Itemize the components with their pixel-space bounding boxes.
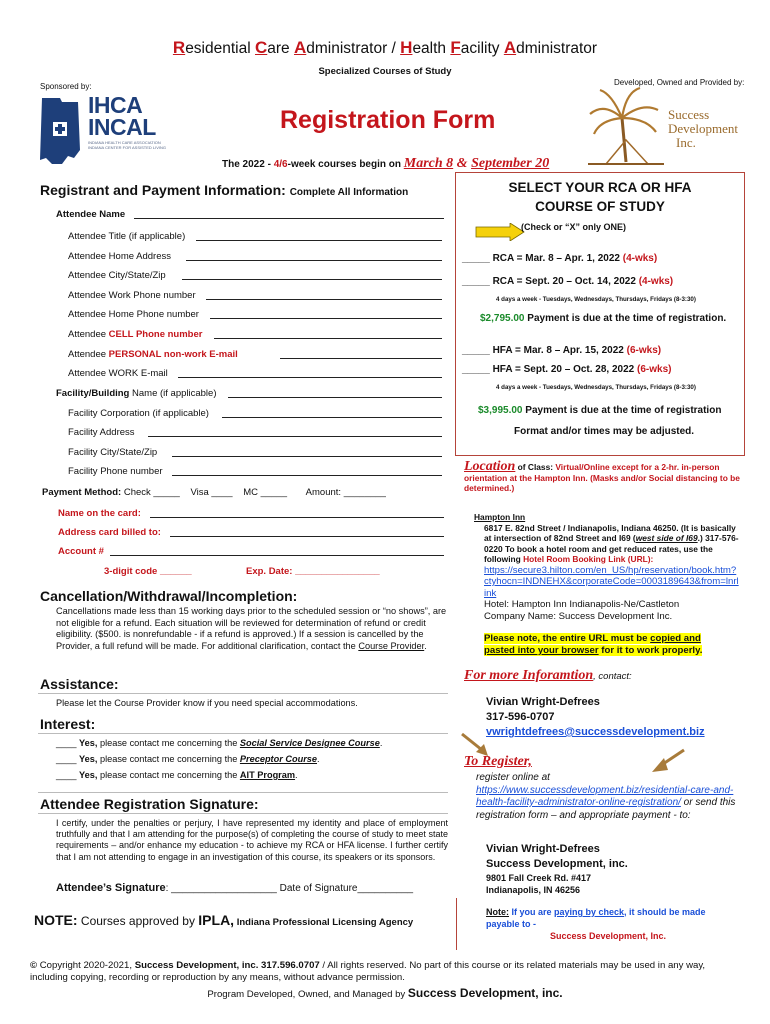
rca-option-march[interactable]: [462, 253, 657, 264]
document-title: [0, 38, 770, 58]
option-text: _____ RCA = Mar. 8 – Apr. 1, 2022: [462, 253, 623, 264]
card-name-field[interactable]: [58, 508, 141, 519]
title-word: esidential: [185, 40, 255, 57]
check-note: (Check or “X” only ONE): [521, 222, 627, 232]
mailing-address: [486, 842, 628, 896]
attendee-work-phone-field[interactable]: [68, 290, 196, 301]
payment-label: Payment Method:: [42, 487, 122, 498]
field-label: Facility Phone number: [68, 466, 163, 477]
url-note-copied: copied and pasted into your browser: [484, 633, 701, 656]
hfa-option-march[interactable]: [462, 345, 661, 356]
field-label: Exp. Date: ________________: [246, 566, 380, 577]
heading-text: Registrant and Payment Information:: [40, 182, 286, 198]
title-cap: A: [293, 38, 307, 57]
punct: .: [379, 738, 383, 748]
checkbox-blank[interactable]: ____: [56, 770, 79, 780]
attendee-personal-email-field[interactable]: [68, 349, 238, 360]
field-line[interactable]: [214, 338, 442, 339]
rca-price: [480, 313, 726, 324]
url-note-text: for it to work properly.: [598, 645, 703, 656]
option-weeks: (6-wks): [626, 345, 662, 356]
cancellation-text: [56, 606, 448, 652]
facility-phone-field[interactable]: [68, 466, 163, 477]
title-word: acility: [460, 40, 504, 57]
indiana-state-logo-icon: [38, 96, 84, 168]
hfa-price: [478, 405, 721, 416]
interest-text: please contact me concerning the: [97, 770, 240, 780]
note-text: , it should be made payable to -: [486, 907, 706, 929]
date-of-signature[interactable]: Date of Signature__________: [276, 883, 414, 894]
ihca-subtitle: INDIANA HEALTH CARE ASSOCIATION INDIANA CENTER FOR ASSISTED LIVING: [88, 140, 167, 150]
info-heading: For more Inforamtion: [464, 668, 594, 683]
note-label: Note:: [486, 907, 509, 917]
field-line[interactable]: [172, 456, 442, 457]
attendee-title-field[interactable]: [68, 231, 185, 242]
title-word: dministrator /: [306, 40, 401, 57]
cancellation-body: Cancellations made less than 15 working days prior to the scheduled session or “no shows”, are not eligible for a refund. Each situation will be reviewed for determination of refund or credit eligibility. ($500. is nonrefundable - if a refund is approved.) If a session is cancelled by the Provider, a full refund will be made. For additional clarification, contact the: [56, 606, 447, 651]
heading-line: COURSE OF STUDY: [535, 199, 665, 214]
company-line: Company Name: Success Development Inc.: [484, 610, 673, 622]
hotel-name: Hampton Inn: [474, 512, 526, 522]
palm-tree-logo-icon: [586, 84, 666, 166]
signature-line[interactable]: : ___________________: [165, 883, 277, 894]
payment-method-row[interactable]: [42, 487, 386, 498]
course-name: AIT Program: [239, 770, 296, 780]
facility-name-field[interactable]: [56, 388, 217, 399]
field-label-red: PERSONAL non-work E-mail: [108, 349, 238, 360]
location-section: [464, 459, 746, 494]
yellow-arrow-icon: [474, 223, 526, 241]
rca-option-sept[interactable]: [462, 276, 673, 287]
contact-label: , contact:: [593, 671, 632, 682]
registration-form-title: Registration Form: [280, 106, 496, 134]
hotel-booking-url[interactable]: https://secure3.hilton.com/en_US/hp/reservation/book.htm?ctyhocn=INDNEHX&corporateCode=0003189643&from=lnrlink: [484, 564, 739, 599]
field-line[interactable]: [280, 358, 442, 359]
attendee-name-field[interactable]: [56, 209, 125, 220]
copyright-text: / All rights reserved. No part of this course or its related materials may be used in any way, including copying, recording or reproduction by any means, without advance permission.: [30, 960, 706, 983]
copyright-bold: Success Development, inc. 317.596.0707: [134, 960, 320, 971]
begin-date: March 8: [403, 156, 454, 171]
begin-amp: &: [453, 156, 472, 171]
title-word: ealth: [412, 40, 451, 57]
logo-line: Development: [668, 121, 739, 136]
to-register-heading: To Register,: [464, 754, 532, 769]
field-label: Facility City/State/Zip: [68, 447, 158, 458]
attendee-home-address-field[interactable]: [68, 251, 171, 262]
punct: .: [424, 640, 427, 651]
hotel-address: 6817 E. 82nd Street / Indianapolis, Indiana 46250. (It is basically at intersection of 82nd Street and I69 (: [484, 522, 736, 543]
ihca-logo: IHCA INCAL: [88, 92, 156, 140]
price: $2,795.00: [480, 313, 525, 324]
hfa-option-sept[interactable]: [462, 364, 671, 375]
field-label: 3-digit code ______: [104, 566, 192, 577]
heading-note: Complete All Information: [289, 187, 409, 198]
field-label-bold: Facility/Building: [56, 388, 130, 399]
yes-label: Yes,: [79, 770, 98, 780]
option-weeks: (4-wks): [638, 276, 674, 287]
contact-email[interactable]: vwrightdefrees@successdevelopment.biz: [486, 726, 705, 738]
card-address-field[interactable]: [58, 527, 161, 538]
copyright-icon: ©: [30, 960, 38, 971]
program-bold: Success Development, inc.: [407, 986, 563, 1000]
course-name: Preceptor Course: [239, 754, 318, 764]
checkbox-blank[interactable]: ____: [56, 738, 79, 748]
cancellation-heading: Cancellation/Withdrawal/Incompletion:: [40, 588, 298, 604]
field-line[interactable]: [228, 397, 442, 398]
contact-name: Vivian Wright-Defrees: [486, 696, 600, 708]
field-line[interactable]: [178, 377, 442, 378]
title-cap: A: [503, 38, 517, 57]
interest-section: [38, 714, 448, 734]
register-or-send: or send this registration form – and appropriate payment - to:: [476, 797, 736, 821]
hotel-west: west side of I69: [635, 533, 698, 543]
begin-date: September 20: [471, 156, 550, 171]
price-text: Payment is due at the time of registration.: [524, 313, 727, 324]
begin-text: The 2022 -: [222, 159, 274, 170]
booking-link-label: Hotel Room Booking Link (URL):: [523, 554, 654, 564]
exp-date-field[interactable]: [246, 566, 380, 577]
price-text: Payment is due at the time of registration: [522, 405, 722, 416]
title-cap: F: [450, 38, 461, 57]
title-cap: R: [172, 38, 186, 57]
field-line[interactable]: [196, 240, 442, 241]
field-label: Attendee Name: [56, 209, 126, 220]
option-text: _____ RCA = Sept. 20 – Oct. 14, 2022: [462, 276, 639, 287]
program-text: Program Developed, Owned, and Managed by: [207, 989, 408, 1000]
course-selection-heading: [455, 178, 745, 216]
field-label: Attendee Home Phone number: [68, 309, 199, 320]
signature-certification-text: I certify, under the penalties or perjury, I have represented my identity and place of employment truthfully and that I am attending for the purpose(s) of completing the course of study to meet state requirements – and/or enhance my education - to achieve my RCA or HFA license. I further certify that I am not attending to engage in an investigation of this course, its speakers or its sponsors.: [56, 818, 448, 862]
register-online-at: register online at: [476, 772, 550, 783]
field-line[interactable]: [170, 536, 444, 537]
mail-name: Vivian Wright-Defrees: [486, 843, 600, 855]
url-note: [484, 633, 734, 657]
field-label: Name on the card:: [58, 508, 141, 519]
success-development-logo: [668, 108, 738, 150]
field-label: Facility Address: [68, 427, 135, 438]
yes-label: Yes,: [79, 738, 98, 748]
contact-phone: 317-596-0707: [486, 711, 555, 723]
mail-company: Success Development, inc.: [486, 858, 628, 870]
course-name: Social Service Designee Course: [239, 738, 380, 748]
field-label: Attendee WORK E-mail: [68, 368, 168, 379]
logo-line: Inc.: [676, 135, 696, 150]
subtitle: Specialized Courses of Study: [318, 66, 452, 77]
field-line[interactable]: [182, 279, 442, 280]
option-text: _____ HFA = Mar. 8 – Apr. 15, 2022: [462, 345, 627, 356]
hotel-line: Hotel: Hampton Inn Indianapolis-Ne/Castleton: [484, 599, 680, 611]
field-line[interactable]: [150, 517, 444, 518]
of-class: of Class:: [515, 462, 556, 472]
payment-visa[interactable]: Visa ____: [190, 487, 233, 498]
account-number-field[interactable]: [58, 546, 104, 557]
field-line[interactable]: [210, 318, 442, 319]
course-provider-text: Course Provider: [358, 640, 425, 651]
begin-text: -week courses begin on: [287, 159, 404, 170]
register-text: [476, 772, 736, 822]
contact-info: [486, 695, 705, 740]
note-payee: Success Development, Inc.: [550, 931, 667, 941]
field-line[interactable]: [148, 436, 442, 437]
hfa-days: 4 days a week - Tuesdays, Wednesdays, Thursdays, Fridays (8-3:30): [496, 384, 696, 391]
registration-url[interactable]: https://www.successdevelopment.biz/residential-care-and-health-facility-administrator-online-registration/: [476, 784, 734, 808]
logo-line: Success: [668, 107, 710, 122]
field-line[interactable]: [206, 299, 442, 300]
registrant-heading: [40, 182, 408, 198]
payment-check[interactable]: Check _____: [121, 487, 180, 498]
attendee-city-field[interactable]: [68, 270, 166, 281]
field-line[interactable]: [222, 417, 442, 418]
ipla-label: IPLA,: [198, 912, 235, 928]
ipla-full: Indiana Professional Licensing Agency: [234, 917, 414, 928]
field-label: Facility Corporation (if applicable): [68, 408, 209, 419]
heading-line: SELECT YOUR RCA OR HFA: [508, 180, 692, 195]
field-label: Attendee Home Address: [68, 251, 171, 262]
interest-item-ait[interactable]: [56, 770, 298, 782]
field-line[interactable]: [186, 260, 442, 261]
signature-row[interactable]: [56, 882, 413, 894]
rca-days: 4 days a week - Tuesdays, Wednesdays, Thursdays, Fridays (8-3:30): [496, 296, 696, 303]
price: $3,995.00: [478, 405, 523, 416]
field-label-red: CELL Phone number: [108, 329, 203, 340]
checkbox-blank[interactable]: ____: [56, 754, 79, 764]
interest-heading: Interest:: [40, 716, 96, 732]
location-heading: Location: [464, 459, 516, 474]
note-text: If you are: [509, 907, 555, 917]
hotel-info: [474, 512, 740, 622]
option-text: _____ HFA = Sept. 20 – Oct. 28, 2022: [462, 364, 638, 375]
course-begin-line: [222, 156, 549, 172]
title-cap: H: [400, 38, 413, 57]
copyright-text: Copyright 2020-2021,: [37, 960, 135, 971]
title-cap: C: [254, 38, 268, 57]
more-info-heading: [464, 668, 632, 684]
field-label: Address card billed to:: [58, 527, 161, 538]
digit-code-field[interactable]: [104, 566, 192, 577]
url-note-text: Please note, the entire URL must be: [484, 633, 651, 644]
hotel-after: .) 317-576-0220 To book a hotel room and get reduced rates, use the following: [484, 533, 739, 564]
note-text: Courses approved by: [77, 914, 199, 928]
field-label: Name (if applicable): [129, 388, 217, 399]
field-label: Account #: [58, 546, 104, 557]
payment-amount[interactable]: Amount: ________: [305, 487, 386, 498]
punct: .: [295, 770, 298, 780]
field-label: Attendee: [68, 329, 109, 340]
attendee-name-line[interactable]: [134, 218, 444, 219]
ipla-note: [34, 912, 413, 928]
attendee-home-phone-field[interactable]: [68, 309, 199, 320]
facility-address-field[interactable]: [68, 427, 135, 438]
begin-weeks: 4/6: [273, 159, 288, 170]
punct: .: [317, 754, 320, 764]
assistance-heading: Assistance:: [40, 676, 119, 692]
format-note: Format and/or times may be adjusted.: [514, 426, 695, 437]
field-label: Attendee: [68, 349, 109, 360]
facility-corporation-field[interactable]: [68, 408, 209, 419]
field-label: Attendee City/State/Zip: [68, 270, 166, 281]
attendee-cell-phone-field[interactable]: [68, 329, 202, 340]
option-weeks: (6-wks): [637, 364, 672, 375]
assistance-text: Please let the Course Provider know if you need special accommodations.: [56, 698, 358, 708]
provided-by-label: Developed, Owned and Provided by:: [614, 78, 745, 87]
yes-label: Yes,: [79, 754, 98, 764]
facility-city-field[interactable]: [68, 447, 157, 458]
note-label: NOTE:: [34, 912, 78, 928]
field-label: Attendee Title (if applicable): [68, 231, 186, 242]
option-weeks: (4-wks): [622, 253, 658, 264]
signature-heading: Attendee Registration Signature:: [40, 796, 259, 812]
interest-text: please contact me concerning the: [97, 738, 240, 748]
sponsored-by-label: Sponsored by:: [40, 82, 92, 91]
check-note-section: [486, 906, 736, 942]
interest-item-preceptor[interactable]: [56, 754, 320, 766]
field-line[interactable]: [172, 475, 442, 476]
signature-label: Attendee’s Signature: [56, 882, 166, 894]
attendee-work-email-field[interactable]: [68, 368, 168, 379]
copyright: [30, 960, 740, 984]
program-line: [0, 986, 770, 1000]
title-word: dministrator: [516, 40, 598, 57]
divider-line: [456, 898, 457, 950]
interest-item-social-service[interactable]: [56, 738, 382, 750]
down-left-arrow-icon: [644, 746, 688, 774]
field-line[interactable]: [110, 555, 444, 556]
mail-address2: Indianapolis, IN 46256: [486, 885, 581, 895]
interest-text: please contact me concerning the: [97, 754, 240, 764]
payment-mc[interactable]: MC _____: [243, 487, 288, 498]
field-label: Attendee Work Phone number: [68, 290, 196, 301]
location-details: Virtual/Online except for a 2-hr. in-person orientation at the Hampton Inn. (Masks and/or Social distancing to be determined.): [464, 462, 740, 493]
note-check: paying by check: [554, 907, 625, 917]
title-word: are: [267, 40, 294, 57]
mail-address1: 9801 Fall Creek Rd. #417: [486, 873, 592, 883]
